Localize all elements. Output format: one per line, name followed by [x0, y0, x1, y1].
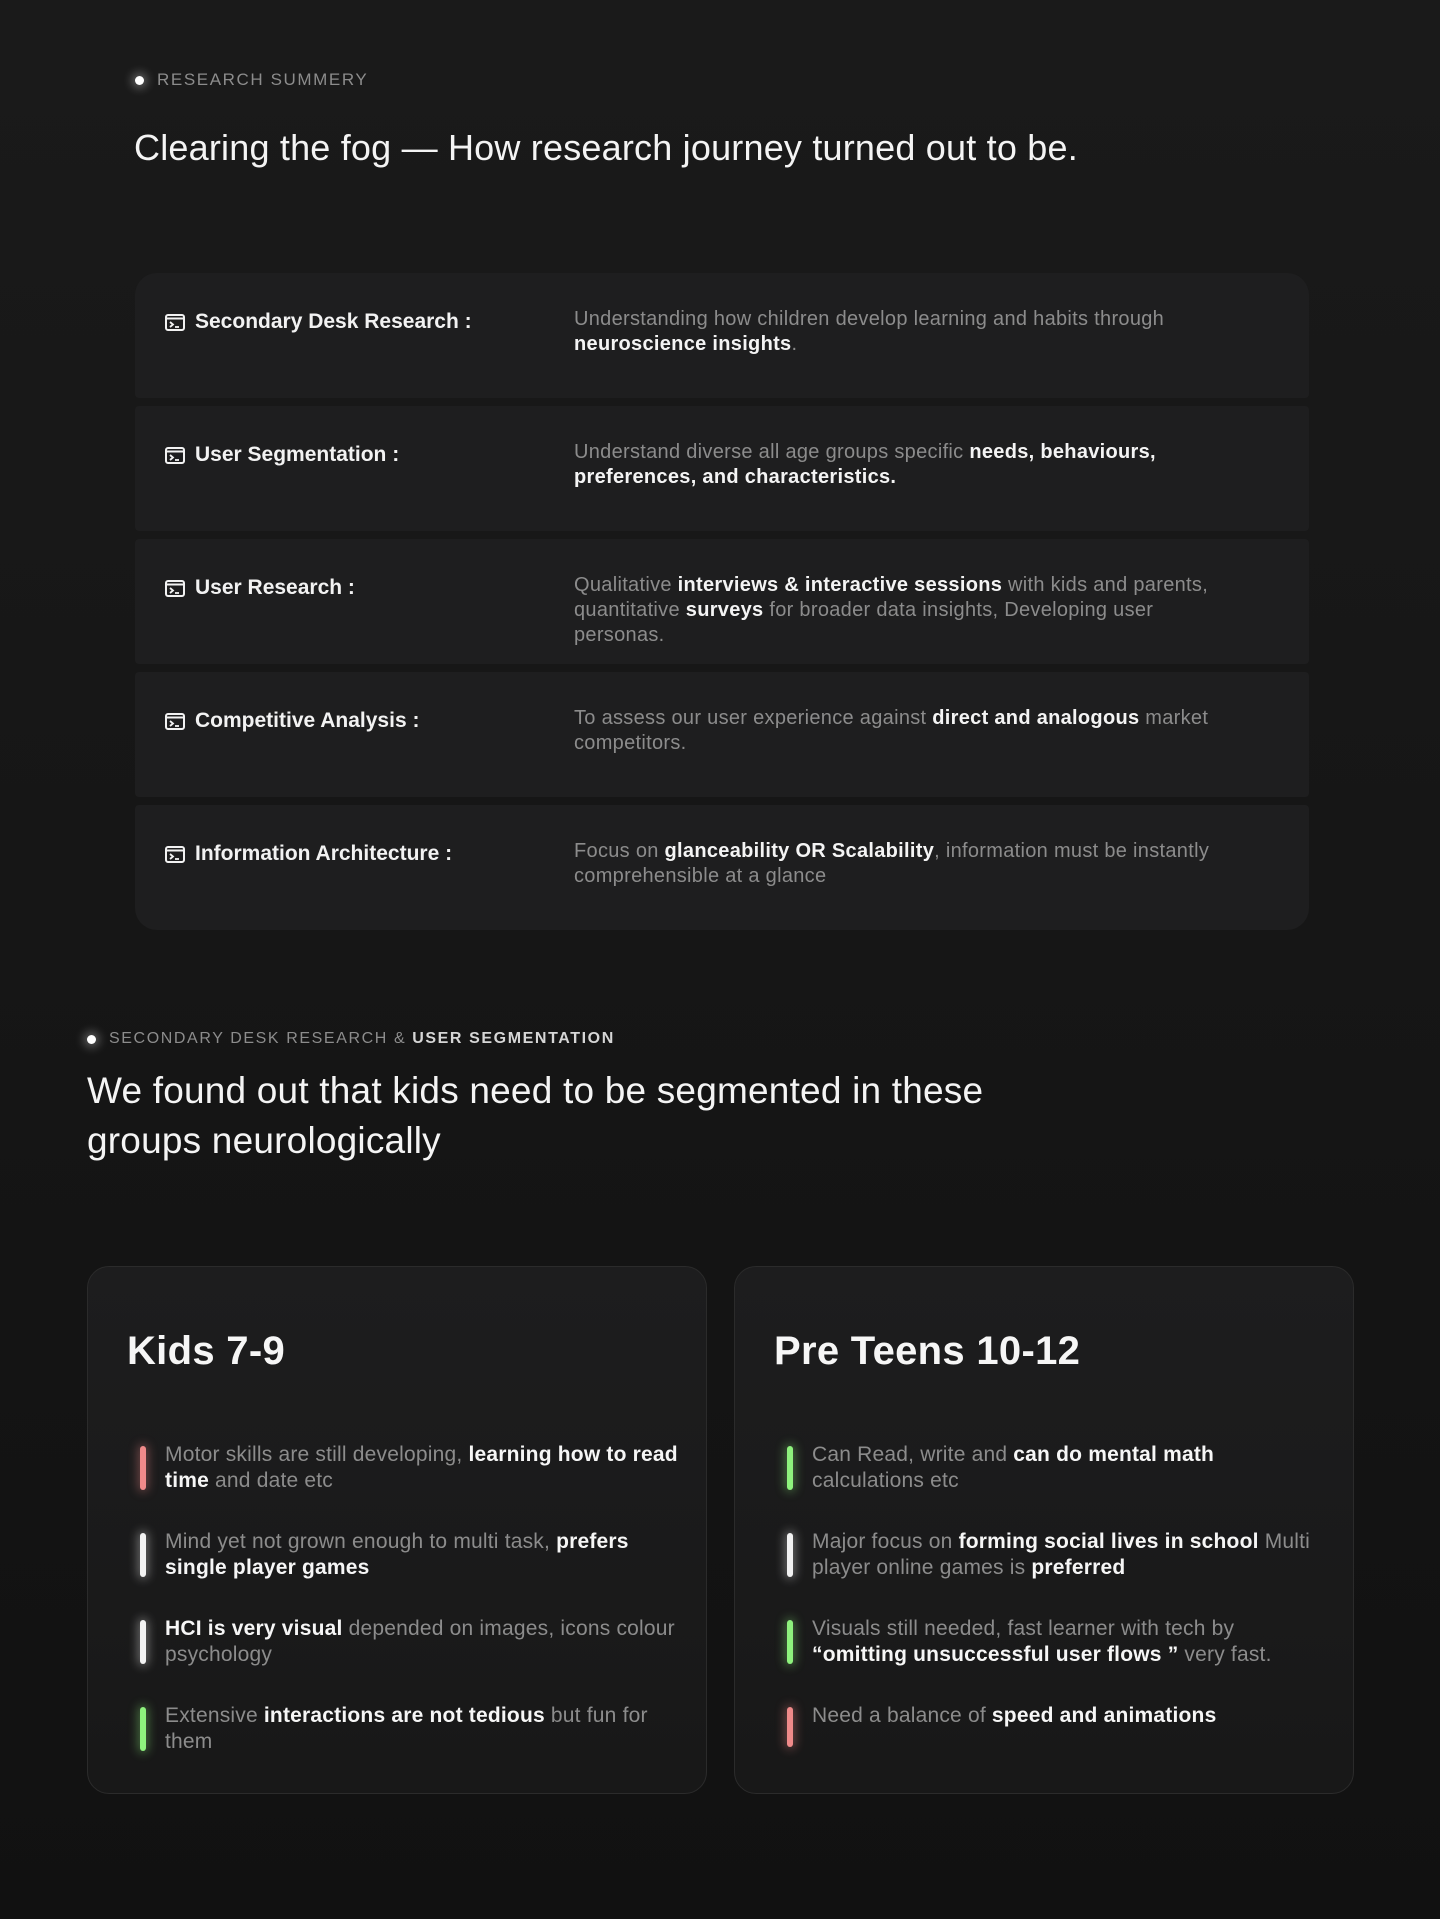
eyebrow-text: RESEARCH SUMMERY [157, 70, 369, 89]
plain-text: Qualitative [574, 574, 678, 596]
research-summary-eyebrow [135, 70, 368, 90]
card-kids-7-9 [87, 1266, 707, 1794]
plain-text: calculations etc [812, 1469, 959, 1492]
eyebrow-part1: SECONDARY DESK RESEARCH [109, 1030, 388, 1047]
plain-text: , information must be instantly comprehensible at a glance [574, 840, 1210, 887]
indicator-bar [787, 1620, 793, 1664]
card-points [787, 1442, 1327, 1786]
plain-text: very fast. [1178, 1643, 1272, 1666]
card-point [787, 1529, 1327, 1581]
card-title: Pre Teens 10-12 [774, 1329, 1081, 1373]
card-title: Kids 7-9 [127, 1329, 286, 1373]
card-point-text [165, 1442, 680, 1494]
plain-text: Need a balance of [812, 1704, 992, 1727]
plain-text: Multi player online games is [812, 1530, 1311, 1579]
plain-text: To assess our user experience against [574, 707, 933, 729]
plain-text: Mind yet not grown enough to multi task, [165, 1530, 557, 1553]
indicator-bar [140, 1707, 146, 1751]
research-row [135, 539, 1309, 664]
card-point [787, 1703, 1327, 1751]
terminal-icon [165, 846, 185, 863]
plain-text: depended on images, icons colour psychology [165, 1617, 675, 1666]
highlight-text: needs, behaviours, preferences, and characteristics. [574, 441, 1156, 488]
terminal-icon [165, 314, 185, 331]
highlight-text: “omitting unsuccessful user flows ” [812, 1643, 1179, 1666]
indicator-bar [140, 1620, 146, 1664]
research-row-label [165, 709, 419, 733]
highlight-text: HCI is very visual [165, 1617, 343, 1640]
card-point-text [812, 1703, 1216, 1751]
highlight-text: speed and animations [991, 1704, 1217, 1727]
plain-text: Can Read, write and [812, 1443, 1014, 1466]
plain-text: Extensive [165, 1704, 264, 1727]
card-points [140, 1442, 680, 1790]
terminal-icon [165, 580, 185, 597]
terminal-icon [165, 713, 185, 730]
research-row-description [574, 839, 1244, 889]
plain-text: but fun for them [165, 1704, 648, 1753]
card-point [140, 1616, 680, 1668]
research-row-label [165, 576, 355, 600]
card-point-text [812, 1529, 1327, 1581]
indicator-bar [787, 1446, 793, 1490]
research-row-label-text: Competitive Analysis : [195, 709, 420, 732]
research-row-label-text: User Research : [195, 576, 355, 599]
indicator-bar [787, 1533, 793, 1577]
segmentation-eyebrow [87, 1030, 615, 1048]
plain-text: Understanding how children develop learning and habits through [574, 308, 1165, 330]
highlight-text: can do mental math [1013, 1443, 1215, 1466]
research-row-description [574, 440, 1244, 490]
terminal-icon [165, 447, 185, 464]
card-point [140, 1703, 680, 1755]
highlight-text: surveys [685, 599, 764, 621]
card-point [140, 1529, 680, 1581]
plain-text: Motor skills are still developing, [165, 1443, 469, 1466]
highlight-text: forming social lives in school [958, 1530, 1259, 1553]
card-pre-teens-10-12 [734, 1266, 1354, 1794]
card-point-text [812, 1442, 1327, 1494]
research-row [135, 805, 1309, 930]
indicator-bar [140, 1446, 146, 1490]
highlight-text: prefers single player games [165, 1530, 629, 1579]
indicator-bar [140, 1533, 146, 1577]
plain-text: with kids and parents, quantitative [574, 574, 1209, 621]
research-row [135, 406, 1309, 531]
card-point-text [812, 1616, 1327, 1668]
card-point-text [165, 1529, 680, 1581]
card-point [787, 1616, 1327, 1668]
research-list [135, 273, 1309, 930]
research-row-label-text: User Segmentation : [195, 443, 400, 466]
research-summary-title: Clearing the fog — How research journey turned out to be. [134, 127, 1078, 168]
card-point-text [165, 1703, 680, 1755]
research-row-label-text: Information Architecture : [195, 842, 453, 865]
highlight-text: learning how to read time [165, 1443, 678, 1492]
segmentation-title: We found out that kids need to be segmented in these groups neurologically [87, 1070, 984, 1161]
plain-text: Major focus on [812, 1530, 959, 1553]
card-point [787, 1442, 1327, 1494]
plain-text: and date etc [208, 1469, 334, 1492]
plain-text: Understand diverse all age groups specific [574, 441, 970, 463]
bullet-dot [87, 1035, 96, 1044]
research-row [135, 273, 1309, 398]
research-row-label [165, 842, 452, 866]
highlight-text: preferred [1031, 1556, 1126, 1579]
plain-text: . [791, 333, 798, 355]
research-row-description [574, 573, 1244, 648]
plain-text: Focus on [574, 840, 665, 862]
highlight-text: interviews & interactive sessions [677, 574, 1003, 596]
plain-text: Visuals still needed, fast learner with tech by [812, 1617, 1235, 1640]
eyebrow-part2: USER SEGMENTATION [412, 1030, 615, 1047]
highlight-text: interactions are not tedious [263, 1704, 545, 1727]
card-point-text [165, 1616, 680, 1668]
bullet-dot [135, 76, 144, 85]
research-row [135, 672, 1309, 797]
plain-text: market competitors. [574, 707, 1209, 754]
research-row-description [574, 307, 1244, 357]
highlight-text: glanceability OR Scalability [664, 840, 935, 862]
eyebrow-amp: & [393, 1030, 407, 1047]
highlight-text: neuroscience insights [574, 333, 792, 355]
card-point [140, 1442, 680, 1494]
research-row-label-text: Secondary Desk Research : [195, 310, 472, 333]
research-row-label [165, 310, 472, 334]
research-row-description [574, 706, 1244, 756]
highlight-text: direct and analogous [932, 707, 1140, 729]
indicator-bar [787, 1707, 793, 1747]
plain-text: for broader data insights, Developing user personas. [574, 599, 1154, 646]
research-row-label [165, 443, 399, 467]
